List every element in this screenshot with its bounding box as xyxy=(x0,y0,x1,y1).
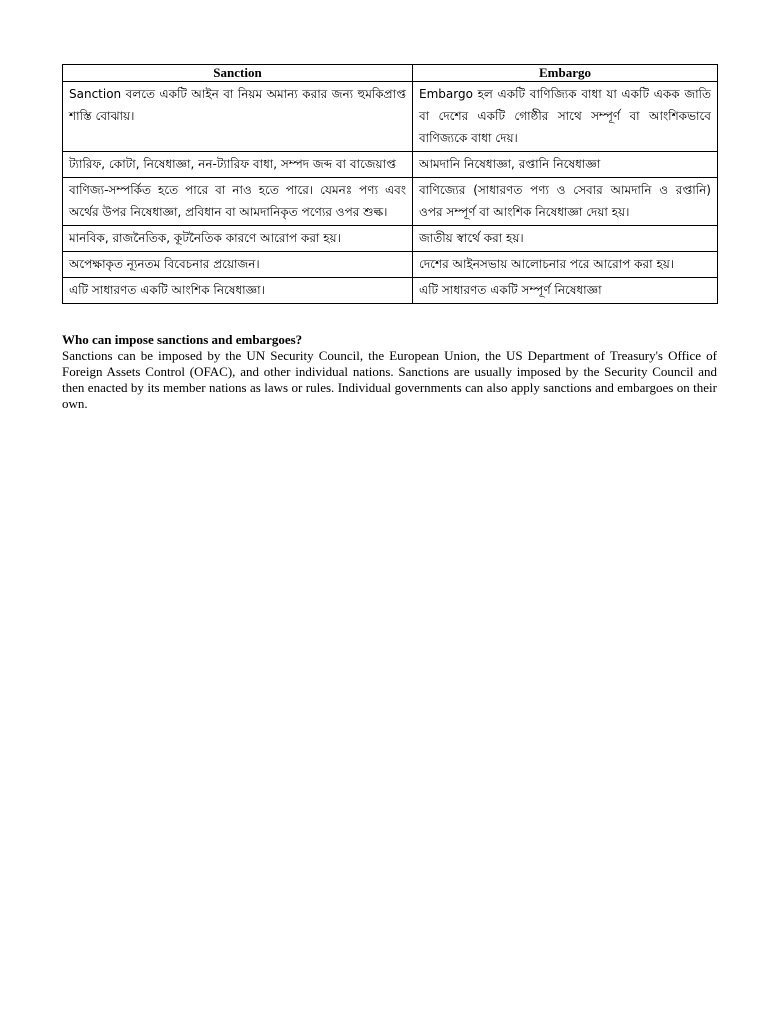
table-cell-embargo: Embargo হল একটি বাণিজ্যিক বাধা যা একটি একক জাতি বা দেশের একটি গোষ্ঠীর সাথে সম্পূর্ণ বা আংশিকভাবে বাণিজ্যকে বাধা দেয়। xyxy=(413,82,718,152)
table-cell-sanction: Sanction বলতে একটি আইন বা নিয়ম অমান্য করার জন্য হুমকিপ্রাপ্ত শাস্তি বোঝায়। xyxy=(63,82,413,152)
table-cell-sanction: অপেক্ষাকৃত ন্যূনতম বিবেচনার প্রয়োজন। xyxy=(63,252,413,278)
table-cell-sanction: বাণিজ্য-সম্পর্কিত হতে পারে বা নাও হতে পারে। যেমনঃ পণ্য এবং অর্থের উপর নিষেধাজ্ঞা, প্রবিধান বা আমদানিকৃত পণ্যের ওপর শুল্ক। xyxy=(63,178,413,226)
table-header xyxy=(63,65,718,82)
table-cell-embargo: দেশের আইনসভায় আলোচনার পরে আরোপ করা হয়। xyxy=(413,252,718,278)
table-cell-embargo: জাতীয় স্বার্থে করা হয়। xyxy=(413,226,718,252)
table-cell-sanction: মানবিক, রাজনৈতিক, কূটনৈতিক কারণে আরোপ করা হয়। xyxy=(63,226,413,252)
section-paragraph: Sanctions can be imposed by the UN Security Council, the European Union, the US Department of Treasury's Office of Foreign Assets Control (OFAC), and other individual nations. Sanctions are usually imposed by the Security Council and then enacted by its member nations as laws or rules. Individual governments can also apply sanctions and embargoes on their own. xyxy=(62,348,717,411)
table-cell-embargo: এটি সাধারণত একটি সম্পূর্ণ নিষেধাজ্ঞা xyxy=(413,278,718,304)
table-row xyxy=(63,82,718,152)
table-cell-embargo: বাণিজ্যের (সাধারণত পণ্য ও সেবার আমদানি ও রপ্তানি) ওপর সম্পূর্ণ বা আংশিক নিষেধাজ্ঞা দেয়া হয়। xyxy=(413,178,718,226)
table-body xyxy=(63,82,718,304)
sanction-embargo-table xyxy=(62,64,718,304)
table-header-row xyxy=(63,65,718,82)
table-cell-sanction: ট্যারিফ, কোটা, নিষেধাজ্ঞা, নন-ট্যারিফ বাধা, সম্পদ জব্দ বা বাজেয়াপ্ত xyxy=(63,152,413,178)
table-row xyxy=(63,278,718,304)
header-sanction: Sanction xyxy=(63,65,413,82)
table-cell-embargo: আমদানি নিষেধাজ্ঞা, রপ্তানি নিষেধাজ্ঞা xyxy=(413,152,718,178)
table-cell-sanction: এটি সাধারণত একটি আংশিক নিষেধাজ্ঞা। xyxy=(63,278,413,304)
table-row xyxy=(63,226,718,252)
section-heading: Who can impose sanctions and embargoes? xyxy=(62,332,303,347)
imposers-section xyxy=(62,332,717,412)
table-row xyxy=(63,152,718,178)
table-row xyxy=(63,178,718,226)
table-row xyxy=(63,252,718,278)
document-page xyxy=(62,64,717,412)
header-embargo: Embargo xyxy=(413,65,718,82)
